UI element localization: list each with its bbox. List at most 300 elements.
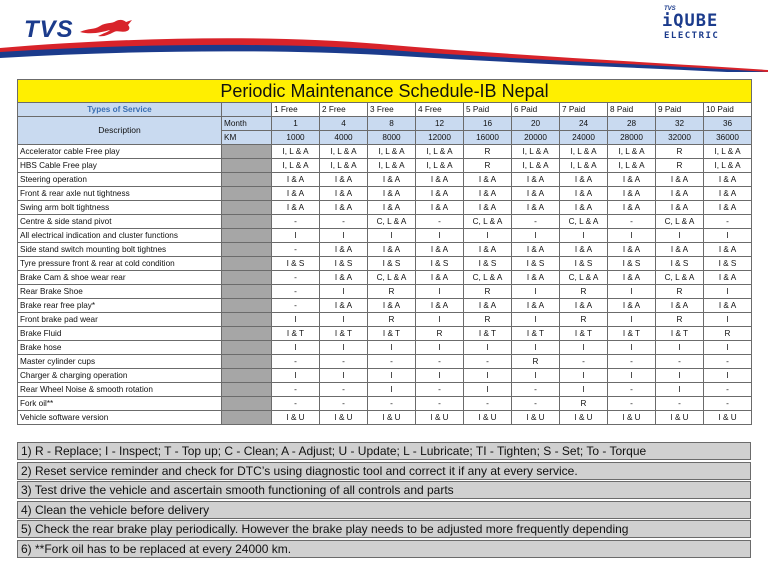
service-type-cell: 10 Paid: [704, 103, 752, 117]
row-value-cell: I: [320, 313, 368, 327]
service-km-cell: 32000: [656, 131, 704, 145]
row-value-cell: I & U: [464, 411, 512, 425]
row-value-cell: I: [560, 369, 608, 383]
table-row: [18, 187, 752, 201]
row-label: Brake hose: [18, 341, 222, 355]
row-value-cell: C, L & A: [656, 271, 704, 285]
row-value-cell: I & T: [512, 327, 560, 341]
row-gray-cell: [222, 145, 272, 159]
row-gray-cell: [222, 271, 272, 285]
row-label: Rear Wheel Noise & smooth rotation: [18, 383, 222, 397]
row-value-cell: I & A: [320, 299, 368, 313]
row-value-cell: I: [608, 369, 656, 383]
row-value-cell: R: [416, 327, 464, 341]
note-rear-brake-play: 5) Check the rear brake play periodically. However the brake play needs to be adjusted more frequently depending: [17, 520, 751, 538]
row-value-cell: R: [656, 159, 704, 173]
row-value-cell: I & A: [272, 201, 320, 215]
service-month-cell: 36: [704, 117, 752, 131]
row-value-cell: I & A: [416, 271, 464, 285]
row-value-cell: I & S: [608, 257, 656, 271]
row-value-cell: I: [512, 229, 560, 243]
row-value-cell: I & A: [656, 173, 704, 187]
row-value-cell: I: [608, 285, 656, 299]
table-row: [18, 397, 752, 411]
row-value-cell: I & S: [704, 257, 752, 271]
row-value-cell: I & A: [608, 243, 656, 257]
service-month-cell: 16: [464, 117, 512, 131]
row-value-cell: I: [608, 313, 656, 327]
row-value-cell: -: [560, 355, 608, 369]
row-value-cell: I & S: [464, 257, 512, 271]
service-month-cell: 1: [272, 117, 320, 131]
row-value-cell: I, L & A: [512, 159, 560, 173]
row-value-cell: -: [704, 397, 752, 411]
row-value-cell: I: [560, 229, 608, 243]
row-value-cell: C, L & A: [560, 215, 608, 229]
row-value-cell: I & A: [656, 299, 704, 313]
row-value-cell: I & A: [704, 187, 752, 201]
note-legend: 1) R - Replace; I - Inspect; T - Top up; C - Clean; A - Adjust; U - Update; L - Lubricate; TI - Tighten; S - Set; To - Torque: [17, 442, 751, 460]
row-value-cell: I & A: [656, 187, 704, 201]
row-value-cell: I: [464, 383, 512, 397]
row-value-cell: I: [368, 229, 416, 243]
row-value-cell: I: [320, 285, 368, 299]
row-gray-cell: [222, 341, 272, 355]
row-value-cell: I, L & A: [608, 159, 656, 173]
table-row: [18, 257, 752, 271]
service-month-cell: 28: [608, 117, 656, 131]
row-value-cell: I, L & A: [512, 145, 560, 159]
row-value-cell: I & A: [656, 243, 704, 257]
table-row: [18, 145, 752, 159]
service-km-cell: 12000: [416, 131, 464, 145]
row-value-cell: I & A: [368, 201, 416, 215]
row-value-cell: I & U: [512, 411, 560, 425]
service-km-cell: 8000: [368, 131, 416, 145]
row-label: Fork oil**: [18, 397, 222, 411]
row-value-cell: I & A: [608, 173, 656, 187]
row-value-cell: R: [368, 313, 416, 327]
blank-cell: [222, 103, 272, 117]
service-month-cell: 12: [416, 117, 464, 131]
row-gray-cell: [222, 397, 272, 411]
row-value-cell: -: [416, 397, 464, 411]
row-label: Master cylinder cups: [18, 355, 222, 369]
row-value-cell: -: [512, 383, 560, 397]
row-value-cell: I & U: [368, 411, 416, 425]
row-gray-cell: [222, 285, 272, 299]
row-value-cell: I & A: [272, 187, 320, 201]
table-row: [18, 355, 752, 369]
row-value-cell: I: [416, 341, 464, 355]
row-value-cell: I: [320, 341, 368, 355]
row-value-cell: -: [416, 215, 464, 229]
iqube-electric-logo: [660, 6, 738, 42]
row-value-cell: I & A: [416, 201, 464, 215]
row-value-cell: I: [416, 313, 464, 327]
note-test-drive: 3) Test drive the vehicle and ascertain smooth functioning of all controls and parts: [17, 481, 751, 499]
row-value-cell: R: [656, 285, 704, 299]
table-row: [18, 383, 752, 397]
row-value-cell: -: [320, 383, 368, 397]
row-value-cell: R: [560, 313, 608, 327]
row-value-cell: I: [512, 313, 560, 327]
row-value-cell: I: [368, 341, 416, 355]
row-value-cell: -: [320, 355, 368, 369]
row-value-cell: I & A: [464, 173, 512, 187]
row-value-cell: I & A: [560, 173, 608, 187]
row-gray-cell: [222, 369, 272, 383]
table-title-row: [18, 80, 752, 103]
service-type-cell: 5 Paid: [464, 103, 512, 117]
row-value-cell: I: [464, 229, 512, 243]
row-value-cell: I & A: [464, 243, 512, 257]
row-value-cell: I & S: [272, 257, 320, 271]
row-value-cell: I: [416, 369, 464, 383]
row-value-cell: C, L & A: [560, 271, 608, 285]
row-value-cell: I & A: [272, 173, 320, 187]
row-value-cell: I & A: [320, 187, 368, 201]
row-value-cell: R: [656, 313, 704, 327]
row-value-cell: -: [512, 215, 560, 229]
row-value-cell: R: [368, 285, 416, 299]
row-value-cell: -: [272, 397, 320, 411]
row-value-cell: -: [656, 355, 704, 369]
row-gray-cell: [222, 173, 272, 187]
month-label: Month: [222, 117, 272, 131]
row-gray-cell: [222, 187, 272, 201]
row-value-cell: I: [704, 341, 752, 355]
types-of-service-label: Types of Service: [18, 103, 222, 117]
row-value-cell: -: [704, 215, 752, 229]
row-value-cell: I: [656, 369, 704, 383]
row-value-cell: I & A: [320, 243, 368, 257]
row-value-cell: R: [464, 313, 512, 327]
service-type-cell: 6 Paid: [512, 103, 560, 117]
row-value-cell: I & A: [416, 243, 464, 257]
iqube-wordmark: iQUBE: [662, 11, 719, 31]
description-label: Description: [18, 117, 222, 145]
row-value-cell: I & A: [320, 201, 368, 215]
row-value-cell: C, L & A: [464, 271, 512, 285]
service-km-cell: 20000: [512, 131, 560, 145]
row-value-cell: -: [272, 271, 320, 285]
row-value-cell: I, L & A: [560, 145, 608, 159]
row-value-cell: C, L & A: [368, 215, 416, 229]
row-value-cell: -: [512, 397, 560, 411]
row-value-cell: I & T: [464, 327, 512, 341]
service-km-cell: 28000: [608, 131, 656, 145]
service-type-cell: 2 Free: [320, 103, 368, 117]
table-row: [18, 215, 752, 229]
service-type-cell: 9 Paid: [656, 103, 704, 117]
row-value-cell: -: [608, 383, 656, 397]
row-value-cell: R: [464, 159, 512, 173]
row-label: Brake Cam & shoe wear rear: [18, 271, 222, 285]
row-value-cell: C, L & A: [464, 215, 512, 229]
table-row: [18, 173, 752, 187]
row-value-cell: I & U: [416, 411, 464, 425]
row-value-cell: -: [368, 397, 416, 411]
row-value-cell: I & A: [368, 299, 416, 313]
row-value-cell: I: [416, 285, 464, 299]
table-row: [18, 229, 752, 243]
row-value-cell: I & A: [464, 299, 512, 313]
row-value-cell: C, L & A: [656, 215, 704, 229]
row-value-cell: I, L & A: [704, 159, 752, 173]
row-value-cell: I & A: [368, 173, 416, 187]
row-value-cell: I & T: [320, 327, 368, 341]
row-value-cell: I: [512, 285, 560, 299]
service-type-cell: 1 Free: [272, 103, 320, 117]
table-row: [18, 243, 752, 257]
row-value-cell: I & U: [560, 411, 608, 425]
row-value-cell: I, L & A: [608, 145, 656, 159]
row-value-cell: I: [608, 341, 656, 355]
row-label: Side stand switch mounting bolt tightnes: [18, 243, 222, 257]
service-month-cell: 4: [320, 117, 368, 131]
row-value-cell: I & S: [656, 257, 704, 271]
row-value-cell: I & S: [560, 257, 608, 271]
row-value-cell: I: [320, 369, 368, 383]
table-row: [18, 271, 752, 285]
row-value-cell: R: [464, 285, 512, 299]
service-type-cell: 7 Paid: [560, 103, 608, 117]
row-value-cell: I & A: [512, 201, 560, 215]
row-value-cell: I & A: [368, 187, 416, 201]
service-type-row: [18, 103, 752, 117]
table-row: [18, 327, 752, 341]
row-value-cell: I & A: [560, 299, 608, 313]
row-value-cell: -: [656, 397, 704, 411]
row-value-cell: I: [416, 229, 464, 243]
row-value-cell: I: [272, 229, 320, 243]
row-value-cell: -: [320, 215, 368, 229]
service-month-cell: 8: [368, 117, 416, 131]
row-value-cell: I & A: [512, 187, 560, 201]
row-label: Brake Fluid: [18, 327, 222, 341]
row-value-cell: I & A: [560, 187, 608, 201]
row-value-cell: I: [656, 383, 704, 397]
table-row: [18, 159, 752, 173]
table-row: [18, 201, 752, 215]
row-label: Steering operation: [18, 173, 222, 187]
row-label: Centre & side stand pivot: [18, 215, 222, 229]
row-value-cell: I & A: [368, 243, 416, 257]
row-value-cell: I & A: [704, 201, 752, 215]
service-km-cell: 16000: [464, 131, 512, 145]
row-value-cell: I & A: [512, 299, 560, 313]
row-value-cell: I: [704, 229, 752, 243]
service-month-cell: 32: [656, 117, 704, 131]
row-value-cell: I: [464, 369, 512, 383]
row-value-cell: R: [512, 355, 560, 369]
row-value-cell: I: [464, 341, 512, 355]
row-value-cell: I & S: [320, 257, 368, 271]
note-fork-oil: 6) **Fork oil has to be replaced at every 24000 km.: [17, 540, 751, 558]
row-value-cell: I, L & A: [272, 159, 320, 173]
iqube-electric-wordmark: ELECTRIC: [664, 31, 720, 41]
row-gray-cell: [222, 243, 272, 257]
row-label: Charger & charging operation: [18, 369, 222, 383]
row-value-cell: -: [368, 355, 416, 369]
row-value-cell: I & S: [368, 257, 416, 271]
table-row: [18, 341, 752, 355]
row-value-cell: -: [704, 355, 752, 369]
row-value-cell: I & A: [704, 299, 752, 313]
service-type-cell: 3 Free: [368, 103, 416, 117]
row-value-cell: I & U: [656, 411, 704, 425]
row-value-cell: I & A: [416, 173, 464, 187]
row-value-cell: I & A: [656, 201, 704, 215]
service-km-cell: 1000: [272, 131, 320, 145]
row-value-cell: -: [704, 383, 752, 397]
row-value-cell: -: [416, 383, 464, 397]
table-row: [18, 299, 752, 313]
table-row: [18, 285, 752, 299]
row-value-cell: -: [608, 215, 656, 229]
row-value-cell: -: [608, 397, 656, 411]
row-value-cell: I: [656, 229, 704, 243]
service-km-cell: 36000: [704, 131, 752, 145]
row-value-cell: R: [560, 397, 608, 411]
row-value-cell: I & A: [560, 201, 608, 215]
row-value-cell: I, L & A: [416, 159, 464, 173]
row-value-cell: I, L & A: [368, 145, 416, 159]
row-value-cell: I & A: [320, 173, 368, 187]
row-value-cell: I & A: [608, 201, 656, 215]
row-gray-cell: [222, 229, 272, 243]
month-row: [18, 117, 752, 131]
row-value-cell: -: [272, 383, 320, 397]
row-gray-cell: [222, 411, 272, 425]
row-value-cell: I: [560, 383, 608, 397]
row-value-cell: R: [704, 327, 752, 341]
row-value-cell: I: [656, 341, 704, 355]
row-value-cell: I & A: [464, 187, 512, 201]
row-value-cell: I & U: [320, 411, 368, 425]
row-value-cell: I & T: [656, 327, 704, 341]
row-gray-cell: [222, 201, 272, 215]
row-value-cell: I, L & A: [320, 159, 368, 173]
row-value-cell: I: [368, 369, 416, 383]
row-value-cell: I & A: [512, 271, 560, 285]
service-type-cell: 8 Paid: [608, 103, 656, 117]
row-value-cell: -: [272, 355, 320, 369]
row-value-cell: I & T: [608, 327, 656, 341]
row-value-cell: I & T: [272, 327, 320, 341]
row-value-cell: I, L & A: [368, 159, 416, 173]
page-header: [0, 0, 768, 72]
service-type-cell: 4 Free: [416, 103, 464, 117]
tvs-logo: TVS: [24, 16, 74, 43]
table-row: [18, 369, 752, 383]
row-label: Rear Brake Shoe: [18, 285, 222, 299]
row-value-cell: -: [464, 397, 512, 411]
maintenance-schedule-table: [17, 79, 752, 425]
service-km-cell: 24000: [560, 131, 608, 145]
row-value-cell: I & A: [416, 187, 464, 201]
row-value-cell: I & A: [320, 271, 368, 285]
row-value-cell: I & T: [368, 327, 416, 341]
row-gray-cell: [222, 313, 272, 327]
row-value-cell: I & A: [608, 271, 656, 285]
row-value-cell: I & A: [608, 187, 656, 201]
note-clean-vehicle: 4) Clean the vehicle before delivery: [17, 501, 751, 519]
km-label: KM: [222, 131, 272, 145]
row-value-cell: I, L & A: [320, 145, 368, 159]
row-value-cell: I: [704, 285, 752, 299]
row-label: Vehicle software version: [18, 411, 222, 425]
row-value-cell: I: [512, 369, 560, 383]
row-value-cell: I, L & A: [416, 145, 464, 159]
row-value-cell: I & A: [512, 243, 560, 257]
row-value-cell: I, L & A: [272, 145, 320, 159]
row-value-cell: I, L & A: [560, 159, 608, 173]
row-value-cell: R: [464, 145, 512, 159]
row-value-cell: -: [464, 355, 512, 369]
row-value-cell: I & T: [560, 327, 608, 341]
row-value-cell: I & S: [416, 257, 464, 271]
row-gray-cell: [222, 383, 272, 397]
row-label: Swing arm bolt tightness: [18, 201, 222, 215]
row-value-cell: I & A: [704, 271, 752, 285]
row-gray-cell: [222, 299, 272, 313]
row-value-cell: I: [512, 341, 560, 355]
row-value-cell: I & A: [704, 243, 752, 257]
iqube-tvs-mark: TVS: [664, 6, 676, 12]
table-row: [18, 411, 752, 425]
row-value-cell: I, L & A: [704, 145, 752, 159]
row-gray-cell: [222, 327, 272, 341]
row-gray-cell: [222, 159, 272, 173]
horse-logo-icon: [78, 18, 134, 40]
row-value-cell: -: [272, 285, 320, 299]
notes-section: [17, 442, 751, 560]
row-value-cell: I & S: [512, 257, 560, 271]
table-row: [18, 313, 752, 327]
row-value-cell: -: [608, 355, 656, 369]
row-label: Accelerator cable Free play: [18, 145, 222, 159]
row-value-cell: I: [560, 341, 608, 355]
row-label: All electrical indication and cluster functions: [18, 229, 222, 243]
row-value-cell: -: [272, 243, 320, 257]
row-label: HBS Cable Free play: [18, 159, 222, 173]
row-value-cell: I & U: [608, 411, 656, 425]
row-value-cell: I & A: [416, 299, 464, 313]
row-value-cell: I: [704, 369, 752, 383]
row-label: Brake rear free play*: [18, 299, 222, 313]
row-value-cell: I: [608, 229, 656, 243]
row-value-cell: I: [272, 341, 320, 355]
row-value-cell: I & U: [272, 411, 320, 425]
row-gray-cell: [222, 257, 272, 271]
row-label: Front & rear axle nut tightness: [18, 187, 222, 201]
row-gray-cell: [222, 355, 272, 369]
service-month-cell: 20: [512, 117, 560, 131]
row-value-cell: I: [272, 369, 320, 383]
row-value-cell: -: [416, 355, 464, 369]
service-month-cell: 24: [560, 117, 608, 131]
row-value-cell: I & A: [512, 173, 560, 187]
row-value-cell: R: [560, 285, 608, 299]
row-value-cell: I & U: [704, 411, 752, 425]
row-value-cell: I: [272, 313, 320, 327]
row-label: Tyre pressure front & rear at cold condition: [18, 257, 222, 271]
row-value-cell: I & A: [560, 243, 608, 257]
row-value-cell: I & A: [608, 299, 656, 313]
row-value-cell: I: [704, 313, 752, 327]
